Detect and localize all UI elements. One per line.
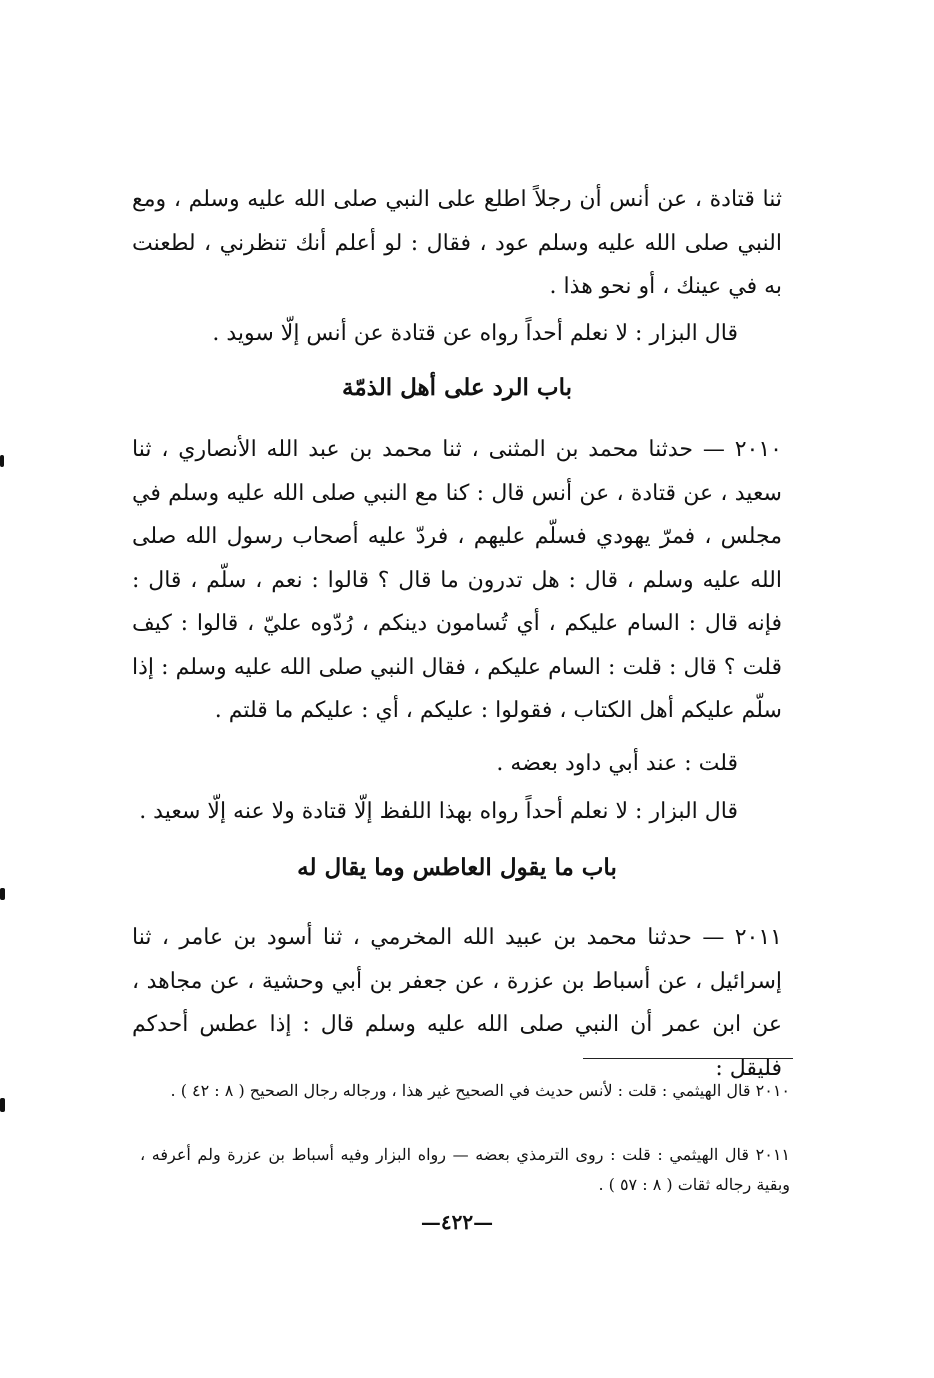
scan-margin-mark <box>0 888 5 900</box>
body-paragraph: ثنا قتادة ، عن أنس أن رجلاً اطلع على النبي صلى الله عليه وسلم ، ومع النبي صلى الله عليه وسلم عود ، فقال : لو أعلم أنك تنظرني ، لطعنت به في عينك ، أو نحو هذا . <box>132 187 782 299</box>
footnote: ٢٠١٠ قال الهيثمي : قلت : لأنس حديث في الصحيح غير هذا ، ورجاله رجال الصحيح ( ٨ : ٤٢ ) . <box>170 1081 790 1100</box>
section-heading: باب الرد على أهل الذمّة <box>342 374 572 401</box>
hadith-2010-paragraph: ٢٠١٠ — حدثنا محمد بن المثنى ، ثنا محمد بن عبد الله الأنصاري ، ثنا سعيد ، عن قتادة ، عن أنس قال : كنا مع النبي صلى الله عليه وسلم في مجلس ، فمرّ يهودي فسلّم عليهم ، فردّ عليه أصحاب رسول الله صلى الله عليه وسلم ، قال : هل تدرون ما قال ؟ قالوا : نعم ، سلّم ، قال : فإنه قال : السام عليكم ، أي تُسامون دينكم ، رُدّوه عليّ ، قالوا : كيف قلت ؟ قال : قلت : السام عليكم ، فقال النبي صلى الله عليه وسلم : إذا سلّم عليكم أهل الكتاب ، فقولوا : عليكم ، أي : عليكم ما قلتم . <box>132 437 782 723</box>
body-paragraph: قال البزار : لا نعلم أحداً رواه عن قتادة عن أنس إلّا سويد . <box>212 321 738 346</box>
section-heading: باب ما يقول العاطس وما يقال له <box>297 854 617 881</box>
scan-margin-mark <box>0 455 4 467</box>
footnote-separator <box>583 1058 793 1059</box>
hadith-2011-paragraph: ٢٠١١ — حدثنا محمد بن عبيد الله المخرمي ، ثنا أسود بن عامر ، ثنا إسرائيل ، عن أسباط بن عزرة ، عن جعفر بن أبي وحشية ، عن مجاهد ، عن ابن عمر أن النبي صلى الله عليه وسلم قال : إذا عطس أحدكم فليقل : <box>132 925 782 1081</box>
scan-margin-mark <box>0 1098 5 1112</box>
footnote: ٢٠١١ قال الهيثمي : قلت : روى الترمذي بعضه — رواه البزار وفيه أسباط بن عزرة ولم أعرفه ، وبقية رجاله ثقات ( ٨ : ٥٧ ) . <box>140 1145 790 1194</box>
body-paragraph: قال البزار : لا نعلم أحداً رواه بهذا اللفظ إلّا قتادة ولا عنه إلّا سعيد . <box>139 799 738 824</box>
page-number: —٤٢٢— <box>420 1210 494 1234</box>
body-paragraph: قلت : عند أبي داود بعضه . <box>496 751 738 776</box>
